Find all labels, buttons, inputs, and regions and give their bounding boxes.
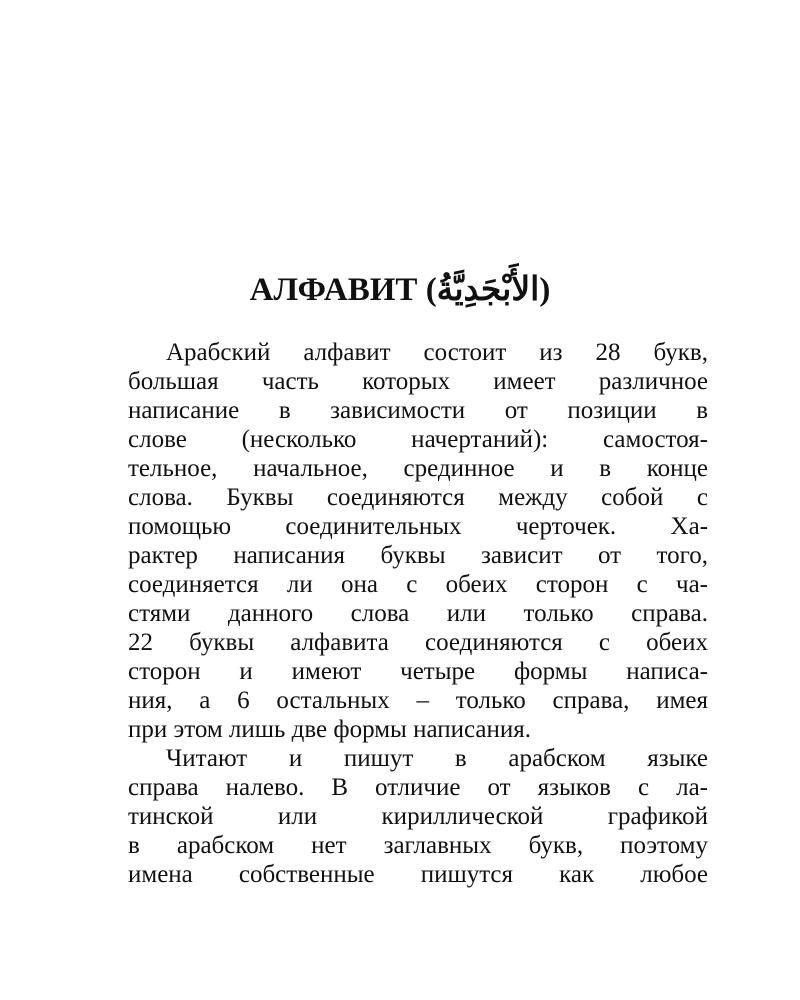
text-line: Арабский алфавит состоит из 28 букв,	[166, 339, 708, 366]
page-title	[0, 268, 800, 312]
text-line: имена собственные пишутся как любое	[128, 861, 708, 888]
body-text	[128, 338, 708, 889]
text-line: соединяется ли она с обеих сторон с ча-	[128, 571, 708, 598]
text-line: тинской или кириллической графикой	[128, 803, 708, 830]
text-line: слова. Буквы соединяются между собой с	[128, 484, 708, 511]
text-line: стями данного слова или только справа.	[128, 600, 708, 627]
text-line: слове (несколько начертаний): самостоя-	[128, 426, 708, 453]
text-line: сторон и имеют четыре формы написа-	[128, 658, 708, 685]
text-line: в арабском нет заглавных букв, поэтому	[128, 832, 708, 859]
paragraph-1	[128, 338, 708, 744]
title-arabic: (الأَبْجَدِيَّةُ)	[425, 272, 551, 308]
text-line: помощью соединительных черточек. Ха-	[128, 513, 708, 540]
text-line: Читают и пишут в арабском языке	[166, 745, 708, 772]
text-line: при этом лишь две формы написания.	[128, 716, 532, 743]
text-line: 22 буквы алфавита соединяются с обеих	[128, 629, 708, 656]
text-line: ния, а 6 остальных – только справа, имея	[128, 687, 708, 714]
text-line: справа налево. В отличие от языков с ла-	[128, 774, 708, 801]
text-line: тельное, начальное, срединное и в конце	[128, 455, 708, 482]
text-line: написание в зависимости от позиции в	[128, 397, 708, 424]
title-russian: АЛФАВИТ	[249, 272, 418, 308]
paragraph-2	[128, 744, 708, 889]
text-line: большая часть которых имеет различное	[128, 368, 708, 395]
text-line: рактер написания буквы зависит от того,	[128, 542, 708, 569]
